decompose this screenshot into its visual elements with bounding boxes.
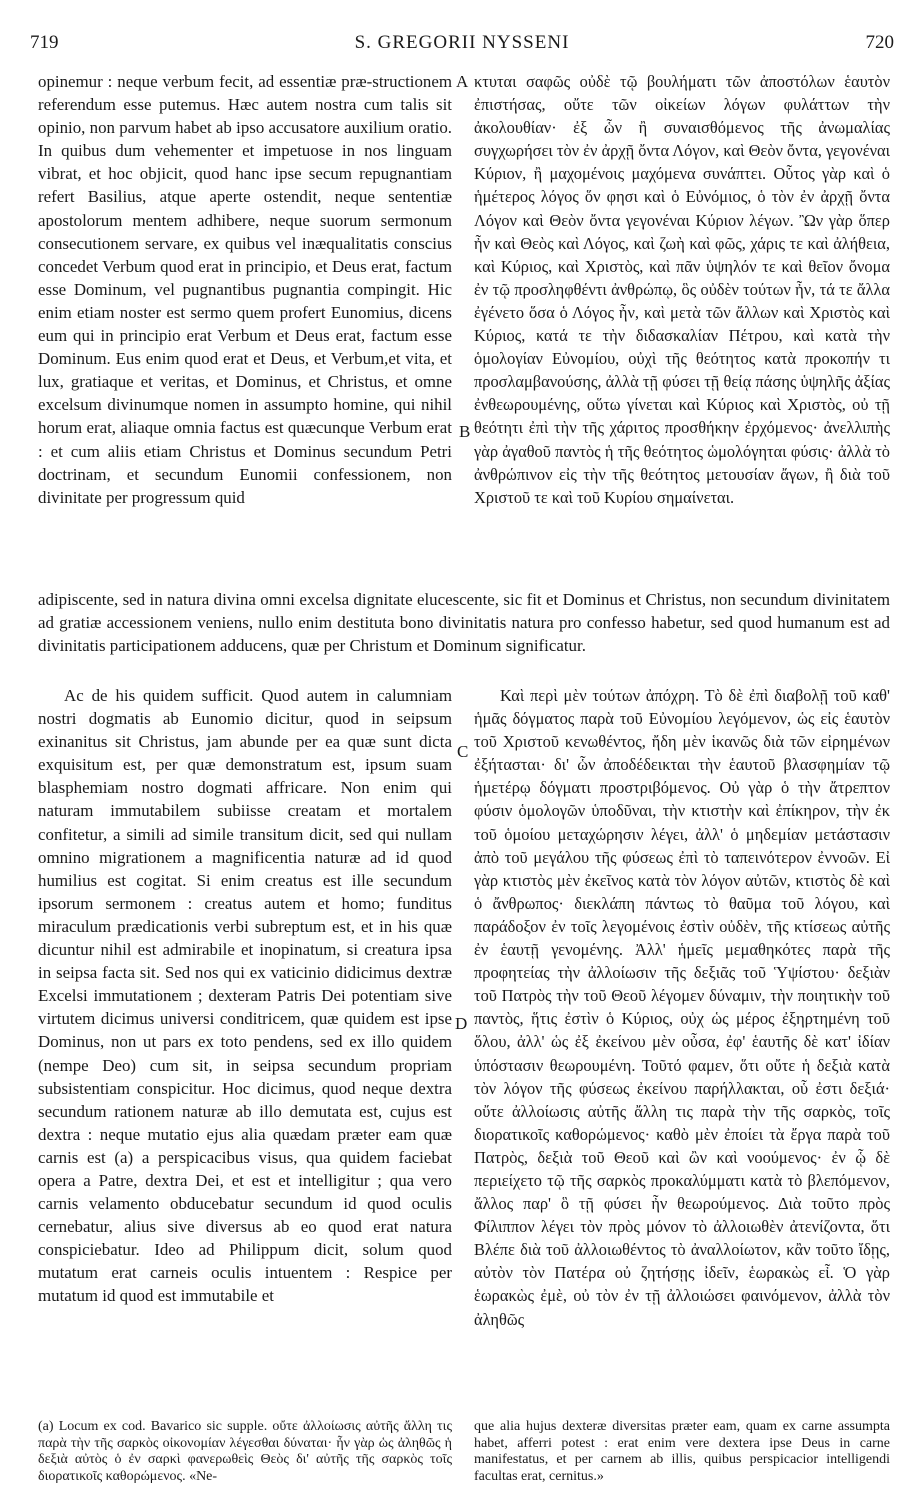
latin-column-lower: [38, 684, 452, 1412]
footnote-text: que alia hujus dexteræ diversitas præter eam, quam ex carne assumpta habet, afferri potest : erat enim vere dextera ipse Deus in carne manifestatus, et per carnem ab illis, quibus perspicacior intelligendi facultas erat, cernitus.»: [474, 1419, 890, 1484]
page-number-right: 720: [865, 32, 894, 53]
section-letter-b: B: [459, 422, 471, 441]
page-header: [30, 32, 894, 60]
latin-column-upper: [38, 70, 452, 586]
latin-paragraph: opinemur : neque verbum fecit, ad essentiæ præ-structionem referendum esse putemus. Hæc autem nostra cum talis sit opinio, non parvum habet ab ipso accusatore auxilium oratio. In quibus dum vehementer et impetuose in nos linguam vibrat, et hoc objicit, quod hanc ipse secum repugnantiam refert Basilius, atque aperte ostendit, neque sententiæ apostolorum mentem adhibere, neque suorum sermonum consecutionem servare, ex quibus vel inæqualitatis conscius concedet Verbum quod erat in principio, et Deus erat, factum esse Dominum, vel pugnantibus pugnantia compingit. Hic enim etiam noster est sermo quem profert Eunomius, dicens eum qui in principio erat Verbum et Deus erat, factum esse Dominum. Eus enim quod erat et Deus, et Verbum,et vita, et lux, gratiaque et veritas, et Dominus, et Christus, et omne excelsum divinumque nomen in assumpto homine, qui nihil horum erat, aliaque omnia factus est quæcunque Verbum erat : et cum aliis etiam Christus et Dominus secundum Petri doctrinam, et secundum Eunomii confessionem, non divinitate per progressum quid: [38, 72, 452, 507]
greek-column-upper: [474, 70, 890, 586]
latin-continuation: adipiscente, sed in natura divina omni excelsa dignitate elucescente, sic fit et Dominus et Christus, non secundum divinitatem ad gratiæ accessionem veniens, nullo enim destituta bono divinitatis natura pro confesso habetur, sed quod humanum est ad divinitatis participationem adducens, quæ per Christum et Dominum significatur.: [38, 590, 890, 656]
greek-column-lower: [474, 684, 890, 1412]
footnote-left: [38, 1419, 452, 1493]
section-letter-a: A: [456, 72, 469, 91]
greek-paragraph: Καὶ περὶ μὲν τούτων ἀπόχρη. Τὸ δὲ ἐπὶ διαβολῇ τοῦ καθ' ἡμᾶς δόγματος παρὰ τοῦ Εὐνομίου λεγόμενον, ὡς εἰς ἑαυτὸν τοῦ Χριστοῦ κενωθέντος, ἤδη μὲν ἱκανῶς διὰ τῶν εἰρημένων ἐξήτασται· δι' ὧν ἀποδέδεικται τὴν ἑαυτοῦ βλασφημίαν τῷ ἡμετέρῳ δόγματι προστριβόμενος. Οὐ γὰρ ὁ τὴν ἄτρεπτον φύσιν ὁμολογῶν ὑποδῦναι, τὴν κτιστὴν καὶ ἐπίκηρον, τὴν ἐκ τοῦ ὁμοίου μεταχώρησιν λέγει, ἀλλ' ὁ μηδεμίαν μετάστασιν ἀπὸ τοῦ μεγάλου τῆς φύσεως ἐπὶ τὸ ταπεινότερον ἐννοῶν. Εἰ γὰρ κτιστὸς μὲν ἐκεῖνος κατὰ τὸν λόγον αὐτῶν, κτιστὸς δὲ καὶ ὁ ἄνθρωπος· διεκλάπη πάντως τὸ θαῦμα τοῦ λόγου, καὶ παράδοξον ἐν τοῖς λεγομένοις ἐστὶν οὐδὲν, τῆς κτίσεως αὐτῆς ἐν ἑαυτῇ γενομένης. Ἀλλ' ἡμεῖς μεμαθηκότες παρὰ τῆς προφητείας τὴν ἀλλοίωσιν τῆς δεξιᾶς τοῦ Ὑψίστου· δεξιὰν τοῦ Πατρὸς τὴν τοῦ Θεοῦ λέγομεν δύναμιν, τὴν ποιητικὴν τοῦ παντὸς, ἥτις ἐστὶν ὁ Κύριος, οὐχ ὡς μέρος ἐξηρτημένη τοῦ ὅλου, ἀλλ' ὡς ἐξ ἐκείνου μὲν οὖσα, ἐφ' ἑαυτῆς δὲ κατ' ἰδίαν ὑπόστασιν θεωρουμένη. Τοῦτό φαμεν, ὅτι οὔτε ἡ δεξιὰ κατὰ τὸν λόγον τῆς φύσεως ἐκείνου παρήλλακται, οὗ ἐστι δεξιά· οὔτε ἀλλοίωσις αὐτῆς ἄλλη τις παρὰ τὴν τῆς σαρκὸς, τοῖς διορατικοῖς καθορώμενος· καθὸ μὲν ἐποίει τὰ ἔργα παρὰ τοῦ Πατρὸς, δεξιὰ τοῦ Θεοῦ καὶ ὢν καὶ νοούμενος· ἐν ᾧ δὲ περιείχετο τῷ τῆς σαρκὸς προκαλύμματι κατὰ τὸ βλεπόμενον, ἄλλος παρ' ὃ τῇ φύσει ἦν θεωρούμενος. Διὰ τοῦτο πρὸς Φίλιππον λέγει τὸν πρὸς μόνον τὸ ἀλλοιωθὲν ἀτενίζοντα, ὅτι Βλέπε διὰ τοῦ ἀλλοιωθέντος τὸ ἀναλλοίωτον, κἂν τοῦτο ἴδῃς, αὐτὸν τὸν Πατέρα οὐ ζητήσῃς ἰδεῖν, ἑωρακὼς εἶ. Ὁ γὰρ ἑωρακὼς ἐμὲ, οὐ τὸν ἐν τῇ ἀλλοιώσει φαινόμενον, ἀλλὰ τὸν ἀληθῶς: [474, 686, 890, 1329]
running-title: S. GREGORII NYSSENI: [354, 32, 570, 53]
section-letter-c: C: [457, 742, 469, 761]
latin-paragraph: Ac de his quidem sufficit. Quod autem in calumniam nostri dogmatis ab Eunomio dicitur, quod in seipsum exinanitus sit Christus, jam abunde per ea quæ sunt dicta exquisitum est, per quæ demonstratum est, ipsum suam blasphemiam nostro dogmati affricare. Non enim qui naturam immutabilem subiisse creatam et mortalem confitetur, a simili ad simile transitum dicit, sed qui nullam omnino migrationem a magnificentia naturæ ad id quod humilius est cogitat. Si enim creatus est ille secundum ipsorum sermonem : creatus autem et homo; funditus miraculum prædicationis verbi subreptum est, et in his quæ dicuntur nihil est admirabile et inopinatum, si creatura ipsa in seipsa facta sit. Sed nos qui ex vaticinio didicimus dextræ Excelsi immutationem ; dexteram Patris Dei potentiam sive virtutem dicimus universi conditricem, quæ quidem est ipse Dominus, non ut pars ex toto pendens, sed ex illo quidem (nempe Deo) cum sit, in seipsa secundum propriam subsistentiam conspicitur. Hoc dicimus, quod neque dextra secundum rationem naturæ ab illo demutata est, cujus est dextra : neque mutatio ejus alia quædam præter eam quæ carnis est (a) a perspicacibus visus, qua quidem faciebat opera a Patre, dextra Dei, et est et intelligitur ; qua vero carnis velamento obducebatur secundum id quod oculis cernebatur, alius sive diversus ab eo quod erat natura conspiciebatur. Ideo ad Philippum dicit, solum quod mutatum erat carneis oculis intuentem : Respice per mutatum id quod est immutabile et: [38, 686, 452, 1306]
greek-paragraph: κτυται σαφῶς οὐδὲ τῷ βουλήματι τῶν ἀποστόλων ἑαυτὸν ἐπιστήσας, οὔτε τῶν οἰκείων λόγων φυλάττων τὴν ἀκολουθίαν· ἐξ ὧν ἢ συναισθόμενος τῆς ἀνωμαλίας συγχωρήσει τὸν ἐν ἀρχῇ ὄντα Λόγον, καὶ Θεὸν ὄντα, γεγονέναι Κύριον, ἢ μαχομένοις μαχόμενα συνάπτει. Οὗτος γὰρ καὶ ὁ ἡμέτερος λόγος ὅν φησι καὶ ὁ Εὐνόμιος, ὁ τὸν ἐν ἀρχῇ ὄντα Λόγον καὶ Θεὸν ὄντα γεγονέναι Κύριον λέγων. Ὢν γὰρ ὅπερ ἦν καὶ Θεὸς καὶ Λόγος, καὶ ζωὴ καὶ φῶς, χάρις τε καὶ ἀλήθεια, καὶ Κύριος, καὶ Χριστὸς, καὶ πᾶν ὑψηλόν τε καὶ θεῖον ὄνομα ἐν τῷ προσληφθέντι ἀνθρώπῳ, ὃς οὐδὲν τούτων ἦν, τά τε ἄλλα ἐγένετο ὅσα ὁ Λόγος ἦν, καὶ μετὰ τῶν ἄλλων καὶ Χριστὸς καὶ Κύριος, κατά τε τὴν διδασκαλίαν Πέτρου, καὶ κατὰ τὴν ὁμολογίαν Εὐνομίου, οὐχὶ τῆς θεότητος κατὰ προκοπήν τι προσλαμβανούσης, ἀλλὰ τῇ φύσει τῇ θείᾳ πάσης ὑψηλῆς ἀξίας ἐνθεωρουμένης, οὕτω γίνεται καὶ Κύριος καὶ Χριστὸς, οὐ τῇ θεότητι ἐπὶ τὴν τῆς χάριτος προσθήκην ἐρχόμενος· ἀνελλιπὴς γὰρ ἀγαθοῦ παντὸς ἡ τῆς θεότητος ὡμολόγηται φύσις· ἀλλὰ τὸ ἀνθρώπινον εἰς τὴν τῆς θεότητος μετουσίαν ἄγων, ἢ διὰ τοῦ Χριστοῦ τε καὶ τοῦ Κυρίου σημαίνεται.: [474, 72, 890, 507]
page-number-left: 719: [30, 32, 59, 53]
footnote-right: [474, 1419, 890, 1493]
latin-full-width-passage: [38, 588, 890, 682]
footnote-text: (a) Locum ex cod. Bavarico sic supple. οὔτε ἀλλοίωσις αὐτῆς ἄλλη τις παρὰ τὴν τῆς σαρκὸς οἰκονομίαν λέγεσθαι δύναται· ἦν γὰρ ὡς ἀληθῶς ἡ δεξιὰ αὐτὸς ὁ ἐν σαρκὶ φανερωθεὶς Θεὸς δι' αὐτῆς τῆς σαρκὸς τοῖς διορατικοῖς καθορώμενος. «Ne-: [38, 1419, 452, 1484]
section-letter-d: D: [455, 1014, 468, 1033]
